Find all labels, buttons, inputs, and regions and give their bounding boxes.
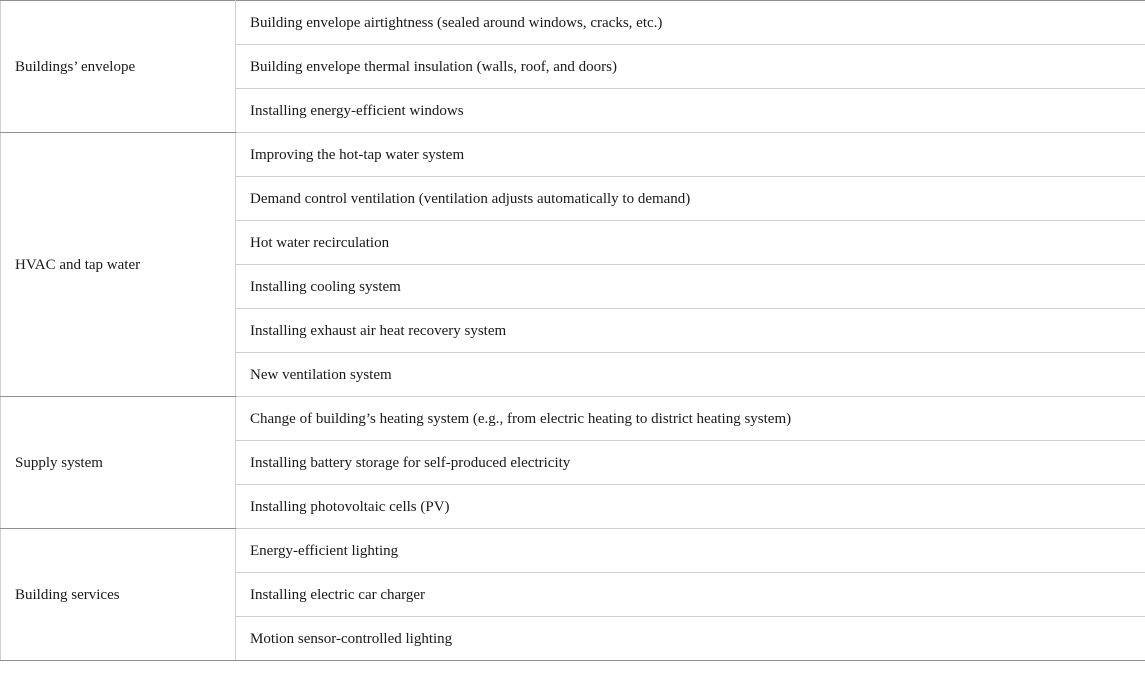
measure-cell: Installing exhaust air heat recovery system bbox=[236, 309, 1145, 353]
measures-table-body bbox=[1, 1, 1145, 661]
table-row bbox=[1, 529, 1145, 573]
category-cell-supply-system: Supply system bbox=[1, 397, 236, 529]
measure-cell: Installing battery storage for self-produced electricity bbox=[236, 441, 1145, 485]
category-cell-hvac-tap-water: HVAC and tap water bbox=[1, 133, 236, 397]
measure-cell: Building envelope thermal insulation (walls, roof, and doors) bbox=[236, 45, 1145, 89]
table-row bbox=[1, 1, 1145, 45]
category-cell-building-services: Building services bbox=[1, 529, 236, 661]
measure-cell: New ventilation system bbox=[236, 353, 1145, 397]
measure-cell: Energy-efficient lighting bbox=[236, 529, 1145, 573]
measure-cell: Installing electric car charger bbox=[236, 573, 1145, 617]
table-row bbox=[1, 133, 1145, 177]
category-cell-buildings-envelope: Buildings’ envelope bbox=[1, 1, 236, 133]
measure-cell: Demand control ventilation (ventilation adjusts automatically to demand) bbox=[236, 177, 1145, 221]
measure-cell: Installing photovoltaic cells (PV) bbox=[236, 485, 1145, 529]
measure-cell: Change of building’s heating system (e.g., from electric heating to district heating system) bbox=[236, 397, 1145, 441]
measure-cell: Motion sensor-controlled lighting bbox=[236, 617, 1145, 661]
measure-cell: Improving the hot-tap water system bbox=[236, 133, 1145, 177]
measure-cell: Installing cooling system bbox=[236, 265, 1145, 309]
measure-cell: Building envelope airtightness (sealed around windows, cracks, etc.) bbox=[236, 1, 1145, 45]
table-row bbox=[1, 397, 1145, 441]
measure-cell: Installing energy-efficient windows bbox=[236, 89, 1145, 133]
measure-cell: Hot water recirculation bbox=[236, 221, 1145, 265]
